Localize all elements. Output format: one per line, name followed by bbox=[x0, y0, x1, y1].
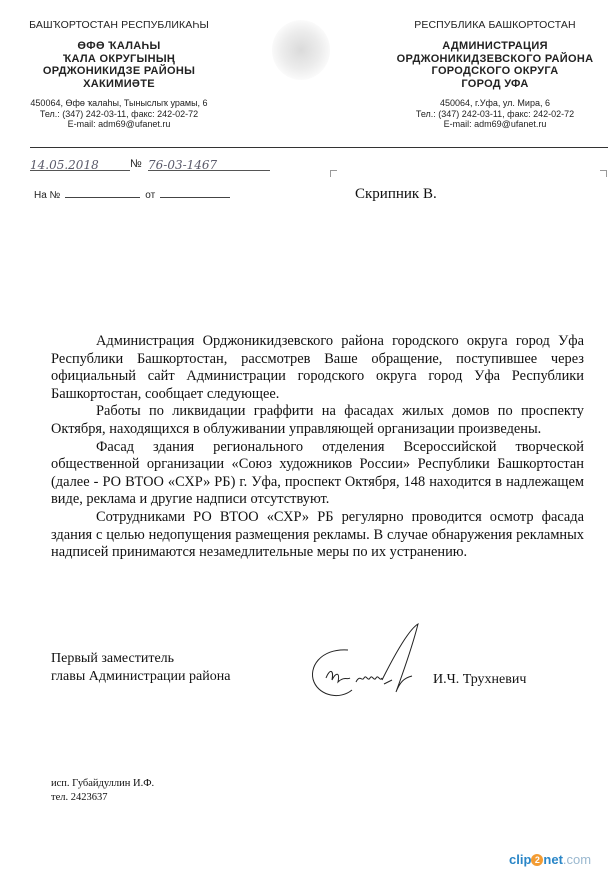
body-paragraph: Сотрудниками РО ВТОО «СХР» РБ регулярно проводится осмотр фасада здания с целью недопущения размещения рекламы. В случае обнаружения рекламных надписей принимаются незамедлительные меры по их устранению. bbox=[51, 508, 584, 561]
signatory-title-line: главы Администрации района bbox=[51, 668, 231, 684]
reference-number-blank bbox=[65, 188, 140, 198]
header-left-email: E-mail: adm69@ufanet.ru bbox=[67, 119, 171, 129]
signatory-title bbox=[51, 650, 230, 685]
header-left-org-line: ХАКИМИӘТЕ bbox=[83, 77, 155, 90]
header-left-phone: Тел.: (347) 242-03-11, факс: 242-02-72 bbox=[39, 108, 199, 119]
header-right-email: E-mail: adm69@ufanet.ru bbox=[443, 119, 547, 129]
body-paragraph: Администрация Орджоникидзевского района городского округа город Уфа Республики Башкортостан, рассмотрев Ваше обращение, поступившее через официальный сайт Администрации городского округа город Уфа Республики Башкортостан, сообщает следующее. bbox=[51, 333, 584, 402]
watermark-text: clip bbox=[509, 852, 532, 867]
addressee: Скрипник В. bbox=[355, 186, 437, 202]
reference-number-label: На № bbox=[34, 190, 61, 201]
handwritten-signature bbox=[300, 620, 430, 708]
signatory-name: И.Ч. Трухневич bbox=[433, 672, 527, 687]
letter-body bbox=[51, 333, 584, 562]
watermark-logo-icon: 2 bbox=[531, 854, 543, 866]
registration-date-line bbox=[30, 156, 130, 171]
header-left-org-line: ОРДЖОНИКИДЗЕ РАЙОНЫ bbox=[42, 65, 196, 77]
address-corner-mark bbox=[330, 170, 337, 177]
header-left-org-line: ӨФӨ ҠАЛАҺЫ bbox=[77, 40, 161, 52]
header-left bbox=[14, 20, 224, 130]
coat-of-arms-emblem bbox=[272, 20, 330, 80]
watermark-text: net bbox=[543, 852, 563, 867]
header-right-org-line: ГОРОДСКОГО ОКРУГА bbox=[431, 65, 559, 77]
clip2net-watermark bbox=[509, 852, 591, 867]
header-right-org-line: ОРДЖОНИКИДЗЕВСКОГО РАЙОНА bbox=[396, 52, 594, 65]
reference-date-blank bbox=[160, 188, 230, 198]
body-paragraph: Работы по ликвидации граффити на фасадах жилых домов по проспекту Октября, находящихся в облуживании управляющей организации произведены. bbox=[51, 403, 584, 437]
registration-number-label: № bbox=[130, 158, 142, 170]
header-right-phone: Тел.: (347) 242-03-11, факс: 242-02-72 bbox=[415, 108, 575, 119]
body-paragraph: Фасад здания регионального отделения Всероссийской творческой общественной организации «Союз художников России» Республики Башкортостан (далее - РО ВТОО «СХР» РБ) г. Уфа, проспект Октября, 148 находится в надлежащем виде, реклама и другие надписи отсутствуют. bbox=[51, 438, 584, 508]
header-left-org-line: ҠАЛА ОКРУГЫНЫҢ bbox=[62, 52, 176, 65]
header-right-republic: РЕСПУБЛИКА БАШКОРТОСТАН bbox=[414, 19, 576, 31]
signatory-title-line: Первый заместитель bbox=[51, 651, 175, 666]
header-right-address: 450064, г.Уфа, ул. Мира, 6 bbox=[440, 98, 550, 108]
registration-number: 76-03-1467 bbox=[148, 158, 218, 172]
header-left-republic: БАШҠОРТОСТАН РЕСПУБЛИКАҺЫ bbox=[29, 19, 209, 31]
header-right-org-line: АДМИНИСТРАЦИЯ bbox=[442, 40, 548, 52]
header-left-address: 450064, Өфө ҡалаһы, Тыныслыҡ урамы, 6 bbox=[30, 98, 208, 108]
executor-phone: тел. 2423637 bbox=[51, 792, 108, 803]
reference-from-label: от bbox=[145, 190, 156, 201]
header-right-org-line: ГОРОД УФА bbox=[461, 77, 529, 90]
header-right bbox=[385, 20, 605, 130]
header-divider bbox=[30, 147, 608, 148]
watermark-domain: .com bbox=[562, 852, 592, 867]
registration-number-line bbox=[148, 156, 270, 171]
executor-info bbox=[51, 777, 154, 805]
executor-name: исп. Губайдуллин И.Ф. bbox=[51, 778, 155, 789]
address-corner-mark bbox=[600, 170, 607, 177]
registration-date: 14.05.2018 bbox=[30, 158, 99, 172]
reference-line bbox=[34, 188, 235, 201]
